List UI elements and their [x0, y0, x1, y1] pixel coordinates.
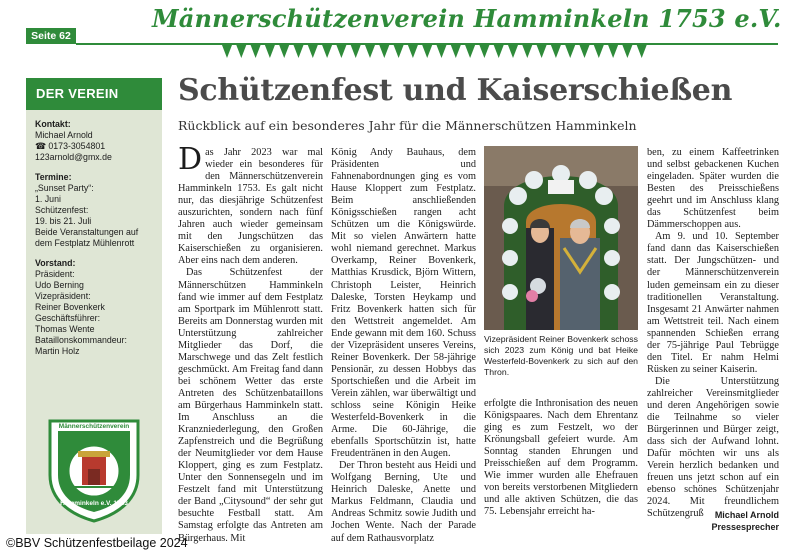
board-line: Thomas Wente [35, 324, 95, 334]
contact-phone: ☎ 0173-3054801 [35, 141, 106, 151]
board-line: Reiner Bovenkerk [35, 302, 105, 312]
dates-heading: Termine: [35, 172, 72, 182]
article-column-3 [484, 398, 638, 532]
page-number-label: Seite 62 [26, 28, 76, 44]
contact-heading: Kontakt: [35, 119, 71, 129]
article-paragraph: Der Thron besteht aus Heidi und Wolfgang Berning, Ute und Heinrich Daleske, Anette und Markus Feldmann, Claudia und Andreas Schmitz sowie Judith und Jochen Wente. Nach der Parade auf dem Rathausvorplatz [331, 460, 476, 544]
copyright-notice: ©BBV Schützenfestbeilage 2024 [6, 536, 188, 550]
article-paragraph: as Jahr 2023 war mal wieder ein besonderes für den Männerschützenverein Hamminkeln 1753. Es galt nicht nur, das diesjährige Schützenfest auszurichten, sondern nach fünf Jahren auch wieder gemeinsam mit den Jungschützen das Kaiserschießen zu organisieren. Aber eins nach dem anderen. [178, 147, 323, 267]
article-paragraph: Die Unterstützung zahlreicher Vereinsmitglieder und deren Angehörigen sowie die Teilnahme so vieler Bürgerinnen und Bürger zeigt, dass sich der Aufwand lohnt. Dafür möchten wir uns als Verein herzlich bedanken und freuen uns jetzt schon auf ein ebenso schönes Schützenjahr 2024. Mit freundlichem Schützengruß [647, 375, 779, 520]
article-paragraph: ben, zu einem Kaffeetrinken und selbst gebackenen Kuchen eingeladen. Später wurden die Besten des Preisschießens geehrt und im Anschluss klang das Schützenfest beim Dämmerschoppen aus. [647, 147, 779, 231]
king-couple-photo [484, 146, 638, 330]
contact-name: Michael Arnold [35, 130, 93, 140]
board-line: Vizepräsident: [35, 291, 91, 301]
article-paragraph: Am 9. und 10. September fand dann das Kaiserschießen statt. Der Jungschützen- und der Männerschützenverein luden gemeinsam ein zu dieser traditionellen Veranstaltung. Insgesamt 21 Anwärter nahmen am Wettstreit teil. Nach einem spannenden Schießen errang der 75-jährige Paul Tebrügge den Titel. Er nahm Helmi Rüsken zu seiner Kaiserin. [647, 231, 779, 375]
emblem-top-text: Männerschützenverein [58, 423, 130, 430]
dates-line: dem Festplatz Mühlenrott [35, 238, 135, 248]
dates-line: 19. bis 21. Juli [35, 216, 92, 226]
photo-caption: Vizepräsident Reiner Bovenkerk schoss sich 2023 zum König und bat Heike Westerfeld-Bovenkerk zu sich auf den Thron. [484, 334, 638, 377]
board-line: Präsident: [35, 269, 75, 279]
dates-line: Schützenfest: [35, 205, 89, 215]
emblem-bottom-text: Hamminkeln e.V. 1753 [60, 500, 128, 507]
contact-email: 123arnold@gmx.de [35, 152, 112, 162]
article-paragraph: König Andy Bauhaus, dem Präsidenten und Fahnenabordnungen ging es vom Hause Kloppert zum Festplatz. Beim anschließenden Königsschießen rangen acht Schützen um die Königswürde. Mit so vielen Anwärtern hatte wohl niemand gerechnet. Markus Overkamp, Reiner Bovenkerk, Matthias Krusdick, Björn Wittern, Christoph Leister, Heinrich Daleske, Torsten Heykamp und Fritz Bovenkerk hatten sich für den Wettstreit angemeldet. Am Ende gewann mit dem 160. Schuss der Vizepräsident unseres Vereins, Reiner Bovenkerk. Der 58-jährige Pensionär, zu dessen Hobbys das Sportschießen und die Arbeit im Verein zählen, war überwältigt und schloss seine Königin Heike Westerfeld-Bovenkerk in die Arme. Die 60-Jährige, die ebenfalls Sportschützin ist, hatte Freudentränen in den Augen. [331, 147, 476, 460]
dates-line: Beide Veranstaltungen auf [35, 227, 139, 237]
board-line: Udo Berning [35, 280, 84, 290]
article-paragraph: Das Schützenfest der Männerschützen Hamminkeln fand wie immer auf dem Festplatz am Sportpark im Mühlenrott statt. Bereits am Donnerstag wurden mit Unterstützung zahlreicher Mitglieder das Dorf, die Marschwege und das Zelt festlich geschmückt. Am Freitag fand dann bei schönem Wetter das erste Antreten des Schützenbataillons am Bürgerhaus Hamminkeln statt. Im Anschluss an die Kranzniederlegung, den Großen Zapfenstreich und die Begrüßung der Neumitglieder vor dem Hause Kloppert, ging es zum Festplatz. Unter den Sonnensegeln und im Festzelt fand mit Unterstützung der Band „Citysound“ der sehr gut besuchte Festball statt. Am Samstag erfolgte das Antreten am Bürgerhaus. Mit [178, 267, 323, 544]
board-line: Geschäftsführer: [35, 313, 101, 323]
club-emblem-logo [44, 417, 144, 523]
dates-line: 1. Juni [35, 194, 61, 204]
drop-cap: D [178, 142, 203, 177]
author-role: Pressesprecher [711, 522, 779, 532]
author-name: Michael Arnold [714, 510, 779, 520]
masthead-title: Männerschützenverein Hamminkeln 1753 e.V. [152, 4, 782, 33]
board-line: Martin Holz [35, 346, 80, 356]
article-column-2 [331, 147, 476, 544]
article-headline: Schützenfest und Kaiserschießen [178, 73, 733, 108]
club-info-sidebar [26, 78, 162, 534]
pennant-garland-decoration [222, 45, 652, 61]
dates-line: „Sunset Party“: [35, 183, 94, 193]
article-subheadline: Rückblick auf ein besonderes Jahr für die Männerschützen Hamminkeln [178, 118, 637, 133]
board-heading: Vorstand: [35, 258, 76, 268]
board-line: Bataillonskommandeur: [35, 335, 127, 345]
article-column-1 [178, 142, 323, 544]
article-paragraph: erfolgte die Inthronisation des neuen Königspaares. Nach dem Ehrentanz ging es zum Festzelt, wo der Krönungsball gefeiert wurde. Am Sonntag standen Ehrungen und Preisschießen auf dem Programm. Wie immer wurden alle Ehefrauen von bereits verstorbenen Mitgliedern und alle aktiven Schützen, die das 75. Lebensjahr erreicht ha- [484, 398, 638, 518]
author-signature [647, 509, 779, 533]
sidebar-title: DER VEREIN [26, 78, 162, 110]
